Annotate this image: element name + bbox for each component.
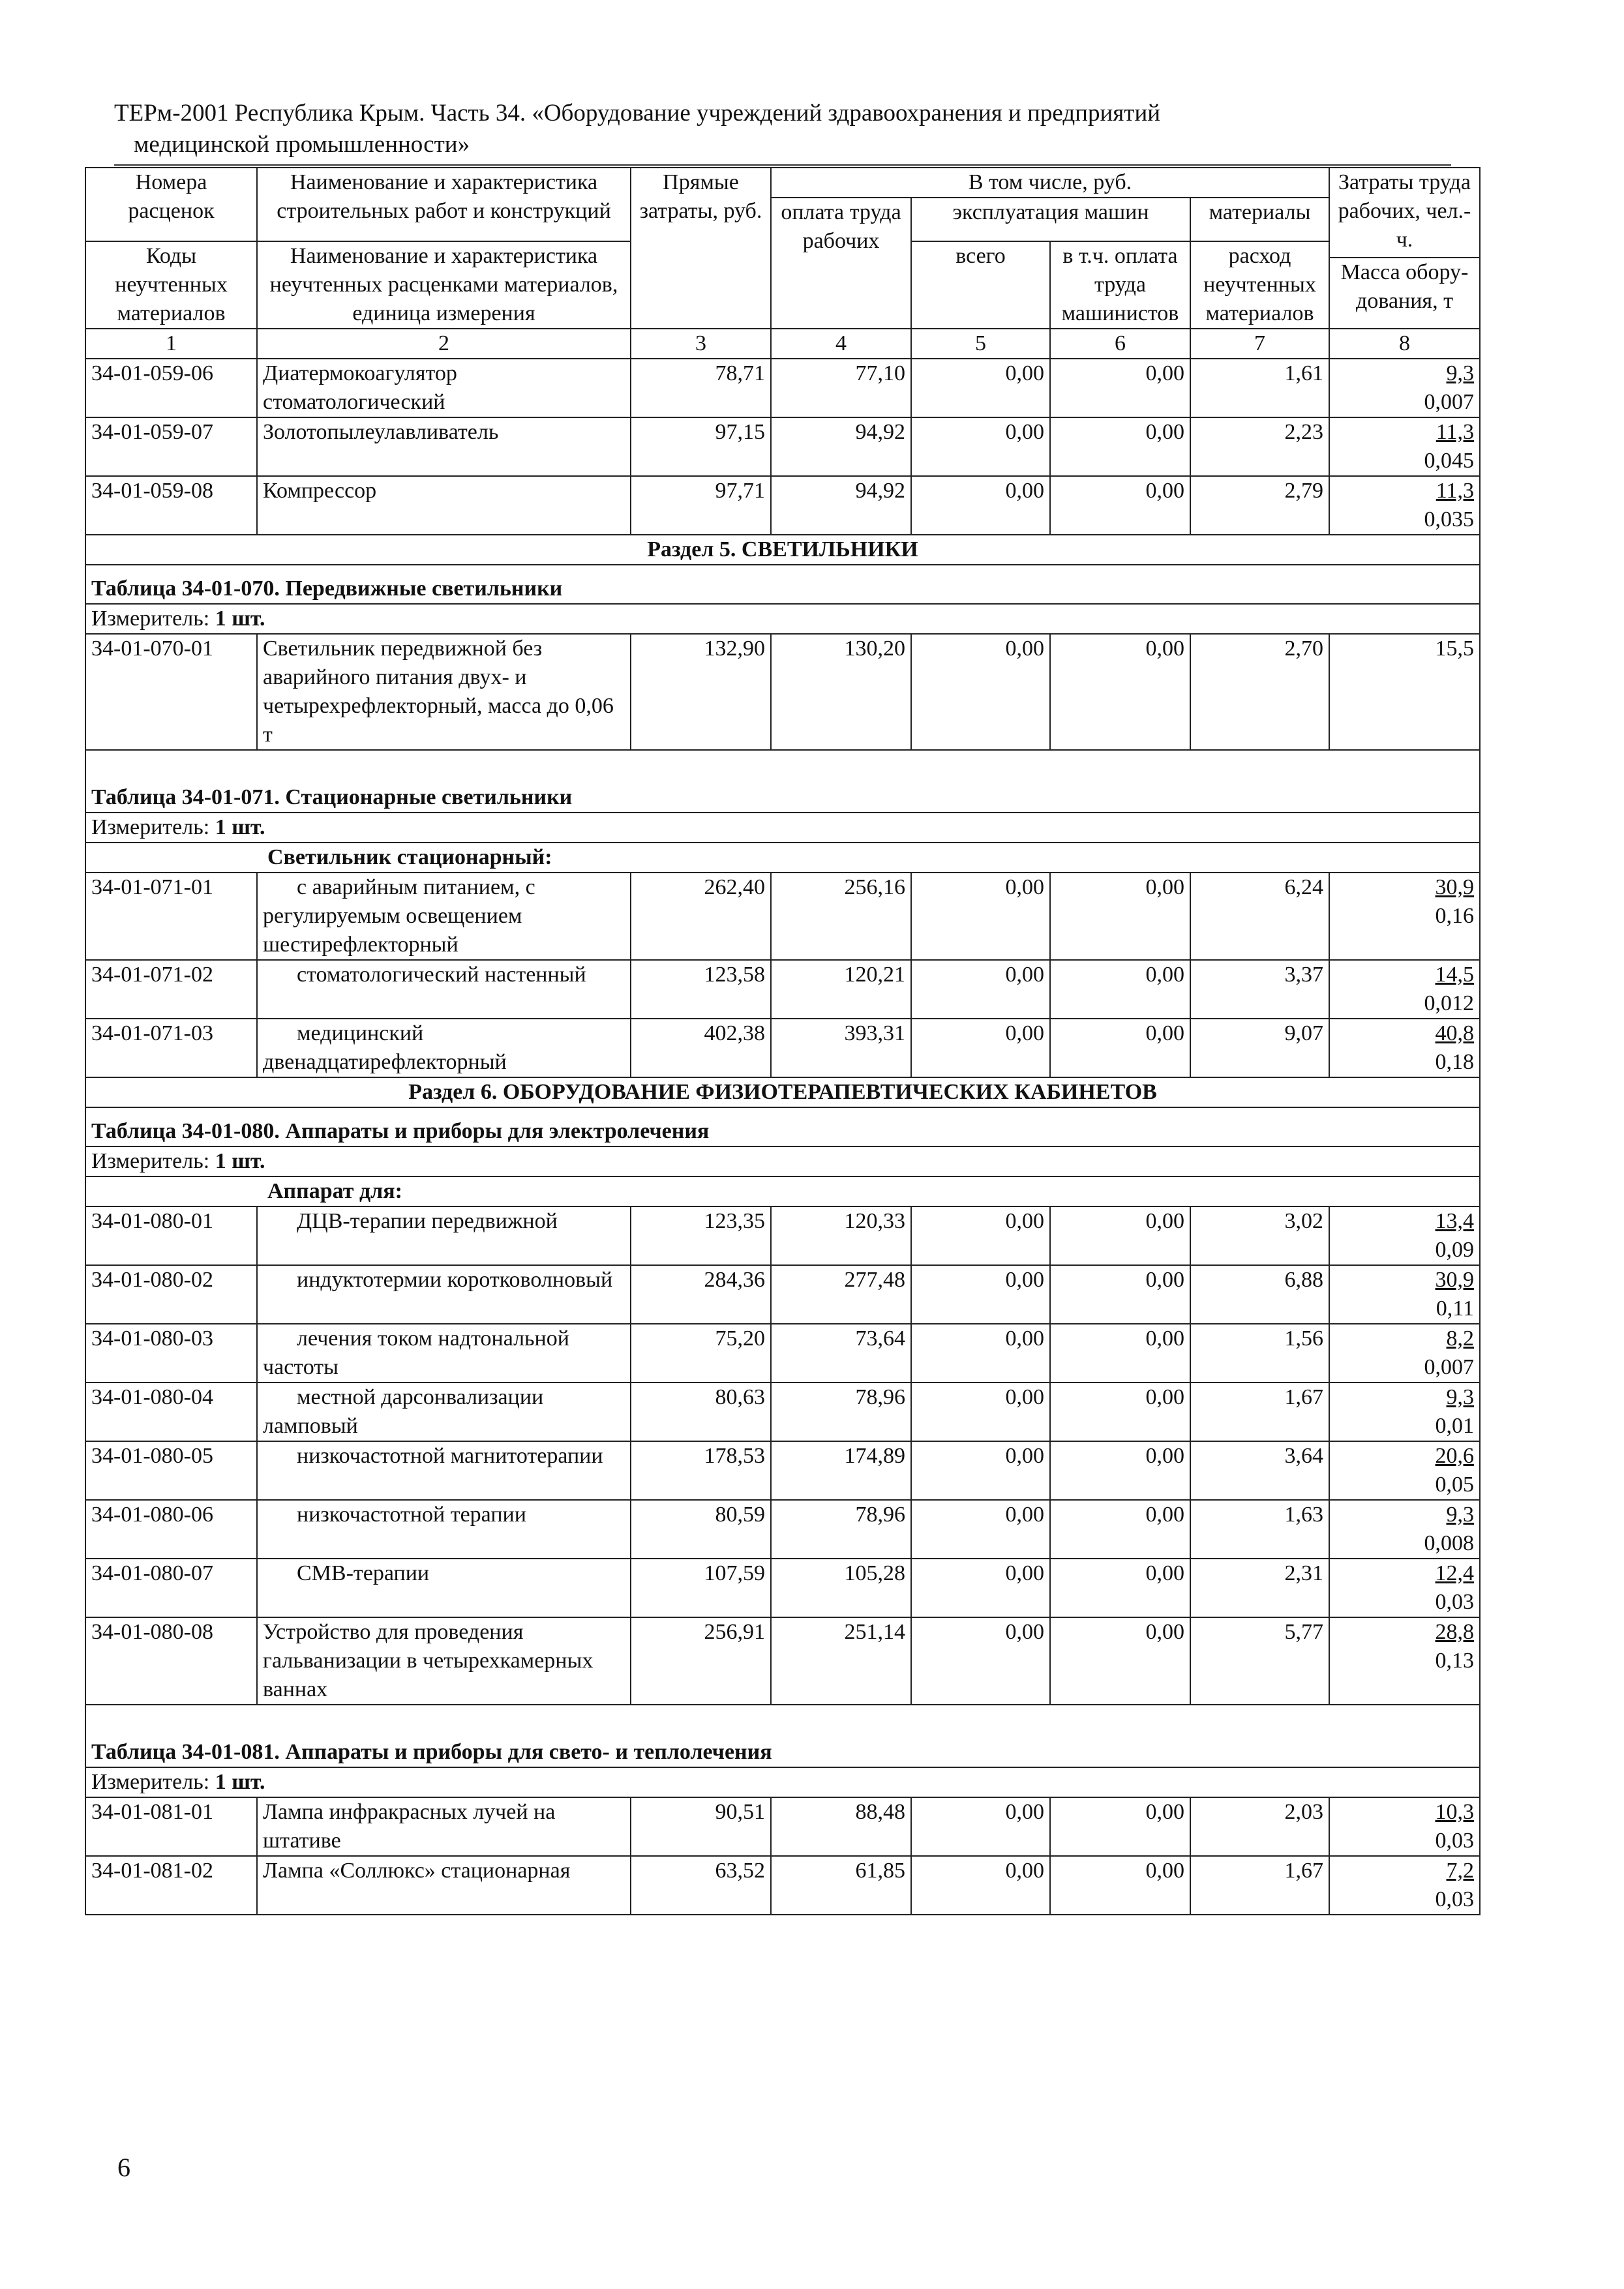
value-c7: 9,07: [1190, 1019, 1329, 1077]
table-070-title: Таблица 34-01-070. Передвижные светильники: [85, 565, 1480, 604]
value-c3: 178,53: [631, 1441, 771, 1500]
value-c5: 0,00: [911, 1265, 1050, 1324]
rate-name: [257, 359, 631, 417]
labor-cost: 20,6: [1435, 1444, 1474, 1468]
col6-head: в т.ч. оплата труда машинистов: [1050, 241, 1190, 329]
rates-table: [85, 167, 1481, 1915]
unit-value: 1 шт.: [215, 815, 265, 839]
table-071: [85, 750, 1480, 813]
labor-cost: 9,3: [1446, 1503, 1474, 1527]
col-index-4: 4: [771, 329, 911, 359]
value-c4: 77,10: [771, 359, 911, 417]
equipment-mass: 0,09: [1435, 1238, 1474, 1262]
labor-and-mass: [1329, 1617, 1480, 1705]
table-row: [85, 1206, 1480, 1265]
table-071-title: Таблица 34-01-071. Стационарные светильники: [85, 750, 1480, 813]
value-c3: 78,71: [631, 359, 771, 417]
value-c7: 1,56: [1190, 1324, 1329, 1383]
value-c4: 78,96: [771, 1500, 911, 1559]
section-5-heading-title: Раздел 5. СВЕТИЛЬНИКИ: [85, 535, 1480, 565]
labor-cost: 40,8: [1435, 1021, 1474, 1045]
table-070-unit-row: [85, 604, 1480, 634]
equipment-mass: 0,03: [1435, 1590, 1474, 1614]
rate-name-text: стоматологический настенный: [297, 963, 586, 987]
value-c5: 0,00: [911, 1500, 1050, 1559]
table-080-unit-row: [85, 1146, 1480, 1176]
table-080-title: Таблица 34-01-080. Аппараты и приборы для электролечения: [85, 1107, 1480, 1146]
group-080: [85, 1176, 1480, 1206]
running-header: [114, 98, 1451, 160]
value-c5: 0,00: [911, 1559, 1050, 1617]
table-row: [85, 634, 1480, 750]
table-080: [85, 1107, 1480, 1146]
value-c3: 97,71: [631, 476, 771, 535]
labor-and-mass: [1329, 1797, 1480, 1856]
rate-code: 34-01-059-06: [85, 359, 257, 417]
rate-name: [257, 1441, 631, 1500]
value-c3: 284,36: [631, 1265, 771, 1324]
rate-code: 34-01-080-05: [85, 1441, 257, 1500]
table-row: [85, 1559, 1480, 1617]
labor-cost: 28,8: [1435, 1620, 1474, 1644]
rate-name-text: Лампа инфракрасных лучей на штативе: [263, 1800, 556, 1853]
rate-code: 34-01-059-07: [85, 417, 257, 476]
labor-and-mass: [1329, 1559, 1480, 1617]
value-c3: 75,20: [631, 1324, 771, 1383]
value-c5: 0,00: [911, 960, 1050, 1019]
rate-name: [257, 1265, 631, 1324]
rate-name-text: Золотопылеулавливатель: [263, 420, 499, 444]
unit-value: 1 шт.: [215, 606, 265, 631]
labor-and-mass: [1329, 1019, 1480, 1077]
equipment-mass: 0,007: [1424, 1355, 1474, 1379]
table-row: [85, 359, 1480, 417]
value-c4: 61,85: [771, 1856, 911, 1915]
rate-name: [257, 1206, 631, 1265]
section-6-heading: [85, 1077, 1480, 1107]
table-row: [85, 1324, 1480, 1383]
value-c3: 256,91: [631, 1617, 771, 1705]
col1-head-b: Коды неучтенных материалов: [85, 241, 257, 329]
header-row-1: [85, 168, 1480, 198]
group-071: [85, 843, 1480, 873]
col3-head: Прямые затраты, руб.: [631, 168, 771, 329]
value-c4: 88,48: [771, 1797, 911, 1856]
value-c3: 123,35: [631, 1206, 771, 1265]
value-c6: 0,00: [1050, 476, 1190, 535]
unit-label: Измеритель:: [91, 815, 210, 839]
table-row: [85, 1383, 1480, 1441]
value-c5: 0,00: [911, 1617, 1050, 1705]
labor-cost: 9,3: [1446, 1385, 1474, 1409]
value-c3: 132,90: [631, 634, 771, 750]
table-row: [85, 476, 1480, 535]
col8-head-b: Масса обору-дования, т: [1329, 258, 1480, 329]
value-c3: 123,58: [631, 960, 771, 1019]
value-c4: 393,31: [771, 1019, 911, 1077]
rate-name-text: медицинский двенадцатирефлекторный: [263, 1021, 507, 1074]
rate-name-text: Лампа «Соллюкс» стационарная: [263, 1859, 571, 1883]
value-c6: 0,00: [1050, 1617, 1190, 1705]
rate-name-text: низкочастотной магнитотерапии: [297, 1444, 603, 1468]
header-line-1: ТЕРм-2001 Республика Крым. Часть 34. «Оборудование учреждений здравоохранения и предприятий: [114, 100, 1161, 127]
value-c5: 0,00: [911, 359, 1050, 417]
labor-cost: 30,9: [1435, 1268, 1474, 1292]
value-c6: 0,00: [1050, 960, 1190, 1019]
value-c3: 262,40: [631, 873, 771, 960]
col-index-7: 7: [1190, 329, 1329, 359]
labor-and-mass: [1329, 1324, 1480, 1383]
equipment-mass: 0,035: [1424, 507, 1474, 531]
value-c6: 0,00: [1050, 1441, 1190, 1500]
equipment-mass: 0,18: [1435, 1050, 1474, 1074]
machines-head: эксплуатация машин: [911, 198, 1190, 241]
value-c7: 2,31: [1190, 1559, 1329, 1617]
header-line-2: медицинской промышленности»: [134, 131, 470, 158]
value-c7: 2,79: [1190, 476, 1329, 535]
rate-name-text: ДЦВ-терапии передвижной: [297, 1209, 558, 1233]
included-head: В том числе, руб.: [771, 168, 1329, 198]
labor-and-mass: [1329, 634, 1480, 750]
labor-cost: 11,3: [1436, 420, 1474, 444]
labor-cost: 13,4: [1435, 1209, 1474, 1233]
labor-cost: 11,3: [1436, 479, 1474, 503]
rate-name-text: Светильник передвижной без аварийного питания двух- и четырехрефлекторный, масса до 0,06 т: [263, 636, 614, 747]
column-index-row: [85, 329, 1480, 359]
value-c5: 0,00: [911, 1797, 1050, 1856]
rate-name-text: Устройство для проведения гальванизации в четырехкамерных ваннах: [263, 1620, 594, 1701]
labor-and-mass: [1329, 1500, 1480, 1559]
table-row: [85, 1617, 1480, 1705]
value-c5: 0,00: [911, 1206, 1050, 1265]
value-c5: 0,00: [911, 1019, 1050, 1077]
rate-name-text: Диатермокоагулятор стоматологический: [263, 361, 457, 414]
labor-and-mass: [1329, 1856, 1480, 1915]
table-080-unit: [85, 1146, 1480, 1176]
labor-cost: 14,5: [1435, 963, 1474, 987]
labor-and-mass: [1329, 359, 1480, 417]
value-c7: 1,67: [1190, 1383, 1329, 1441]
col2-head-a: Наименование и характеристика строительных работ и конструкций: [257, 168, 631, 241]
rate-name-text: низкочастотной терапии: [297, 1503, 526, 1527]
table-071-unit-row: [85, 813, 1480, 843]
value-c6: 0,00: [1050, 1324, 1190, 1383]
value-c4: 105,28: [771, 1559, 911, 1617]
col-index-5: 5: [911, 329, 1050, 359]
table-070-unit: [85, 604, 1480, 634]
equipment-mass: 0,045: [1424, 449, 1474, 473]
section-6-heading-title: Раздел 6. ОБОРУДОВАНИЕ ФИЗИОТЕРАПЕВТИЧЕСКИХ КАБИНЕТОВ: [85, 1077, 1480, 1107]
table-row: [85, 1265, 1480, 1324]
value-c6: 0,00: [1050, 1797, 1190, 1856]
value-c3: 90,51: [631, 1797, 771, 1856]
unit-value: 1 шт.: [215, 1149, 265, 1173]
rate-name: [257, 1324, 631, 1383]
rate-name: [257, 873, 631, 960]
equipment-mass: 0,05: [1435, 1473, 1474, 1497]
rate-name-text: лечения током надтональной частоты: [263, 1326, 569, 1379]
col8-head-a: Затраты труда рабочих, чел.-ч.: [1329, 168, 1480, 258]
labor-cost: 30,9: [1435, 875, 1474, 899]
value-c7: 2,70: [1190, 634, 1329, 750]
rate-name-text: индуктотермии коротковолновый: [297, 1268, 613, 1292]
labor-and-mass: [1329, 1265, 1480, 1324]
value-c7: 5,77: [1190, 1617, 1329, 1705]
equipment-mass: 0,03: [1435, 1887, 1474, 1911]
rate-name: [257, 960, 631, 1019]
value-c4: 174,89: [771, 1441, 911, 1500]
rate-code: 34-01-059-08: [85, 476, 257, 535]
value-c5: 0,00: [911, 634, 1050, 750]
value-c7: 6,24: [1190, 873, 1329, 960]
unit-label: Измеритель:: [91, 606, 210, 631]
materials-head: материалы: [1190, 198, 1329, 241]
unit-value: 1 шт.: [215, 1770, 265, 1794]
table-row: [85, 1797, 1480, 1856]
rate-code: 34-01-070-01: [85, 634, 257, 750]
equipment-mass: 0,008: [1424, 1531, 1474, 1555]
table-071-unit: [85, 813, 1480, 843]
labor-and-mass: [1329, 417, 1480, 476]
labor-cost: 10,3: [1435, 1800, 1474, 1824]
rate-code: 34-01-071-02: [85, 960, 257, 1019]
rate-name: [257, 1500, 631, 1559]
value-c6: 0,00: [1050, 634, 1190, 750]
value-c7: 2,03: [1190, 1797, 1329, 1856]
value-c5: 0,00: [911, 476, 1050, 535]
rate-code: 34-01-081-01: [85, 1797, 257, 1856]
value-c4: 120,21: [771, 960, 911, 1019]
table-row: [85, 873, 1480, 960]
rate-name: [257, 1383, 631, 1441]
col-index-3: 3: [631, 329, 771, 359]
value-c7: 3,37: [1190, 960, 1329, 1019]
equipment-mass: 0,007: [1424, 390, 1474, 414]
equipment-mass: 0,11: [1436, 1296, 1474, 1321]
rate-code: 34-01-080-04: [85, 1383, 257, 1441]
col4-head: оплата труда рабочих: [771, 198, 911, 329]
header-rule: [114, 164, 1451, 166]
labor-cost: 8,2: [1446, 1326, 1474, 1351]
labor-cost: 7,2: [1446, 1859, 1474, 1883]
table-row: [85, 417, 1480, 476]
value-c6: 0,00: [1050, 1265, 1190, 1324]
value-c6: 0,00: [1050, 873, 1190, 960]
value-c3: 402,38: [631, 1019, 771, 1077]
labor-cost: 15,5: [1435, 636, 1474, 661]
value-c4: 78,96: [771, 1383, 911, 1441]
value-c5: 0,00: [911, 417, 1050, 476]
table-081-unit-row: [85, 1767, 1480, 1797]
rate-code: 34-01-080-08: [85, 1617, 257, 1705]
value-c3: 63,52: [631, 1856, 771, 1915]
rate-code: 34-01-080-02: [85, 1265, 257, 1324]
table-row: [85, 1441, 1480, 1500]
value-c3: 97,15: [631, 417, 771, 476]
unit-label: Измеритель:: [91, 1770, 210, 1794]
labor-and-mass: [1329, 1441, 1480, 1500]
value-c4: 73,64: [771, 1324, 911, 1383]
value-c4: 251,14: [771, 1617, 911, 1705]
equipment-mass: 0,03: [1435, 1829, 1474, 1853]
value-c6: 0,00: [1050, 1856, 1190, 1915]
group-080-label: Аппарат для:: [85, 1176, 1480, 1206]
table-070: [85, 565, 1480, 604]
table-row: [85, 1019, 1480, 1077]
table-row: [85, 960, 1480, 1019]
value-c5: 0,00: [911, 873, 1050, 960]
labor-and-mass: [1329, 873, 1480, 960]
col7-head: расход неучтенных материалов: [1190, 241, 1329, 329]
value-c4: 256,16: [771, 873, 911, 960]
value-c6: 0,00: [1050, 417, 1190, 476]
rate-code: 34-01-080-01: [85, 1206, 257, 1265]
rate-name-text: с аварийным питанием, с регулируемым освещением шестирефлекторный: [263, 875, 535, 957]
table-081: [85, 1705, 1480, 1767]
labor-and-mass: [1329, 960, 1480, 1019]
page-number: 6: [117, 2153, 130, 2182]
col-index-2: 2: [257, 329, 631, 359]
unit-label: Измеритель:: [91, 1149, 210, 1173]
value-c6: 0,00: [1050, 1383, 1190, 1441]
value-c7: 3,64: [1190, 1441, 1329, 1500]
value-c4: 94,92: [771, 417, 911, 476]
col-index-6: 6: [1050, 329, 1190, 359]
col-index-1: 1: [85, 329, 257, 359]
equipment-mass: 0,012: [1424, 991, 1474, 1015]
value-c6: 0,00: [1050, 1559, 1190, 1617]
table-081-title: Таблица 34-01-081. Аппараты и приборы для свето- и теплолечения: [85, 1705, 1480, 1767]
value-c5: 0,00: [911, 1383, 1050, 1441]
table-row: [85, 1856, 1480, 1915]
value-c3: 80,63: [631, 1383, 771, 1441]
rate-code: 34-01-080-07: [85, 1559, 257, 1617]
rate-name-text: Компрессор: [263, 479, 377, 503]
value-c3: 80,59: [631, 1500, 771, 1559]
rate-name: [257, 634, 631, 750]
col-index-8: 8: [1329, 329, 1480, 359]
group-071-label: Светильник стационарный:: [85, 843, 1480, 873]
rate-name: [257, 1559, 631, 1617]
col1-head-a: Номера расценок: [85, 168, 257, 241]
rate-name: [257, 417, 631, 476]
rate-name: [257, 1019, 631, 1077]
labor-cost: 12,4: [1435, 1561, 1474, 1585]
value-c6: 0,00: [1050, 1019, 1190, 1077]
value-c6: 0,00: [1050, 359, 1190, 417]
rate-code: 34-01-081-02: [85, 1856, 257, 1915]
value-c5: 0,00: [911, 1324, 1050, 1383]
rate-code: 34-01-071-01: [85, 873, 257, 960]
rate-name: [257, 476, 631, 535]
rate-name: [257, 1797, 631, 1856]
rate-name-text: местной дарсонвализации ламповый: [263, 1385, 544, 1438]
labor-and-mass: [1329, 1383, 1480, 1441]
value-c7: 1,61: [1190, 359, 1329, 417]
value-c7: 3,02: [1190, 1206, 1329, 1265]
value-c4: 130,20: [771, 634, 911, 750]
value-c6: 0,00: [1050, 1500, 1190, 1559]
value-c7: 1,67: [1190, 1856, 1329, 1915]
equipment-mass: 0,16: [1435, 904, 1474, 928]
value-c4: 120,33: [771, 1206, 911, 1265]
table-081-unit: [85, 1767, 1480, 1797]
value-c7: 1,63: [1190, 1500, 1329, 1559]
value-c7: 2,23: [1190, 417, 1329, 476]
rate-code: 34-01-080-03: [85, 1324, 257, 1383]
rate-name-text: СМВ-терапии: [297, 1561, 430, 1585]
table-row: [85, 1500, 1480, 1559]
equipment-mass: 0,01: [1435, 1414, 1474, 1438]
value-c6: 0,00: [1050, 1206, 1190, 1265]
col2-head-b: Наименование и характеристика неучтенных расценками материалов, единица измерения: [257, 241, 631, 329]
value-c5: 0,00: [911, 1441, 1050, 1500]
value-c4: 94,92: [771, 476, 911, 535]
value-c4: 277,48: [771, 1265, 911, 1324]
value-c5: 0,00: [911, 1856, 1050, 1915]
rate-code: 34-01-071-03: [85, 1019, 257, 1077]
section-5-heading: [85, 535, 1480, 565]
value-c7: 6,88: [1190, 1265, 1329, 1324]
labor-and-mass: [1329, 476, 1480, 535]
rate-name: [257, 1856, 631, 1915]
labor-and-mass: [1329, 1206, 1480, 1265]
rate-name: [257, 1617, 631, 1705]
labor-cost: 9,3: [1446, 361, 1474, 385]
rate-code: 34-01-080-06: [85, 1500, 257, 1559]
value-c3: 107,59: [631, 1559, 771, 1617]
col5-head: всего: [911, 241, 1050, 329]
equipment-mass: 0,13: [1435, 1649, 1474, 1673]
